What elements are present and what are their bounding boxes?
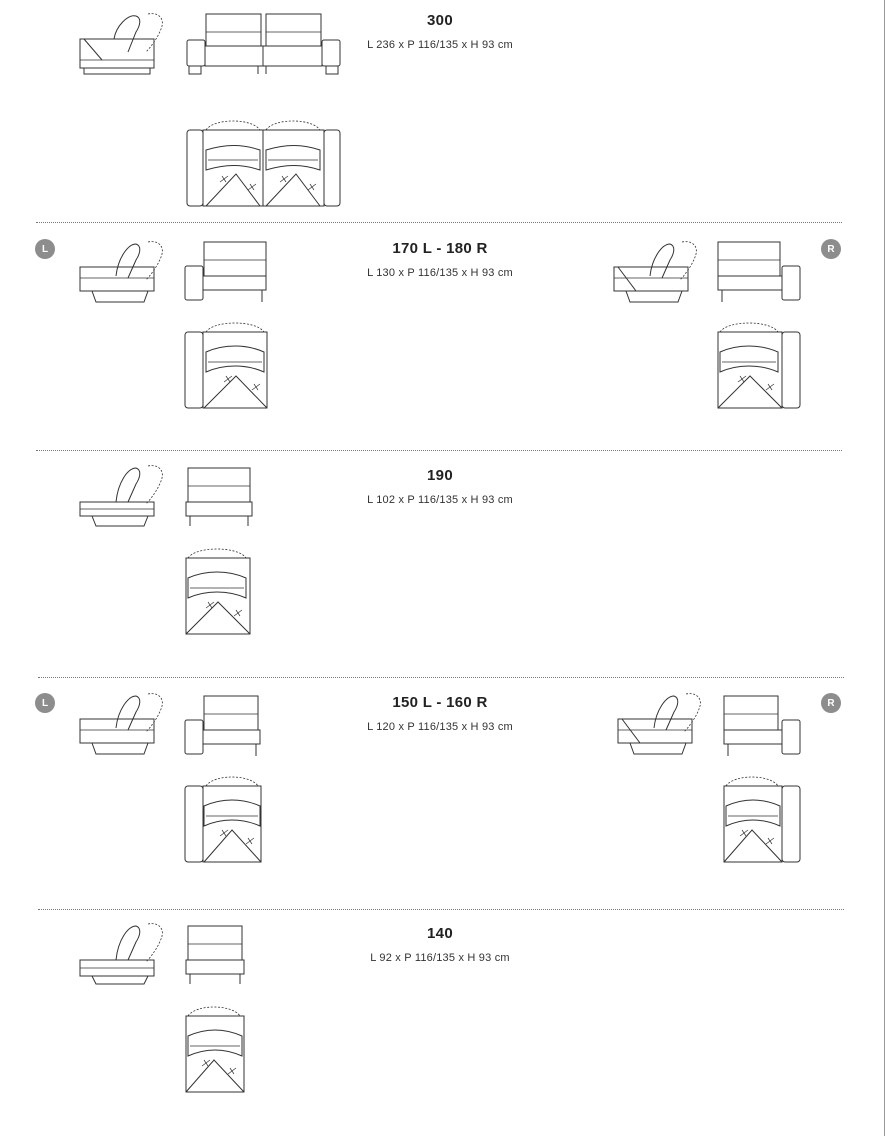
right-badge: R (821, 693, 841, 713)
model-title: 170 L - 180 R (392, 240, 488, 257)
side-view-drawing (78, 922, 168, 988)
page-edge-rule (884, 0, 885, 1136)
model-dimensions: L 92 x P 116/135 x H 93 cm (370, 952, 510, 964)
front-view-left-drawing (184, 694, 264, 758)
section-divider (36, 222, 842, 223)
right-badge: R (821, 239, 841, 259)
model-dimensions: L 120 x P 116/135 x H 93 cm (367, 721, 513, 733)
top-view-right-drawing (716, 318, 806, 410)
side-view-drawing (78, 464, 168, 530)
top-view-left-drawing (184, 772, 264, 864)
side-view-left-drawing (78, 240, 168, 306)
front-view-left-drawing (184, 240, 274, 304)
side-view-drawing (78, 12, 168, 78)
top-view-drawing (186, 116, 341, 208)
side-view-left-drawing (78, 692, 168, 758)
top-view-drawing (184, 1002, 248, 1094)
model-title: 150 L - 160 R (392, 694, 488, 711)
front-view-right-drawing (716, 240, 806, 304)
section-divider (36, 450, 842, 451)
model-title: 300 (427, 12, 453, 29)
model-dimensions: L 102 x P 116/135 x H 93 cm (367, 494, 513, 506)
front-view-right-drawing (722, 694, 802, 758)
top-view-right-drawing (722, 772, 802, 864)
left-badge: L (35, 693, 55, 713)
model-title: 190 (427, 467, 453, 484)
side-view-right-drawing (616, 692, 706, 758)
front-view-drawing (184, 924, 248, 988)
top-view-drawing (184, 544, 254, 636)
section-divider (38, 909, 844, 910)
section-divider (38, 677, 844, 678)
left-badge: L (35, 239, 55, 259)
side-view-right-drawing (612, 240, 702, 306)
model-dimensions: L 236 x P 116/135 x H 93 cm (367, 39, 513, 51)
model-dimensions: L 130 x P 116/135 x H 93 cm (367, 267, 513, 279)
top-view-left-drawing (184, 318, 274, 410)
model-title: 140 (427, 925, 453, 942)
front-view-drawing (184, 466, 254, 530)
